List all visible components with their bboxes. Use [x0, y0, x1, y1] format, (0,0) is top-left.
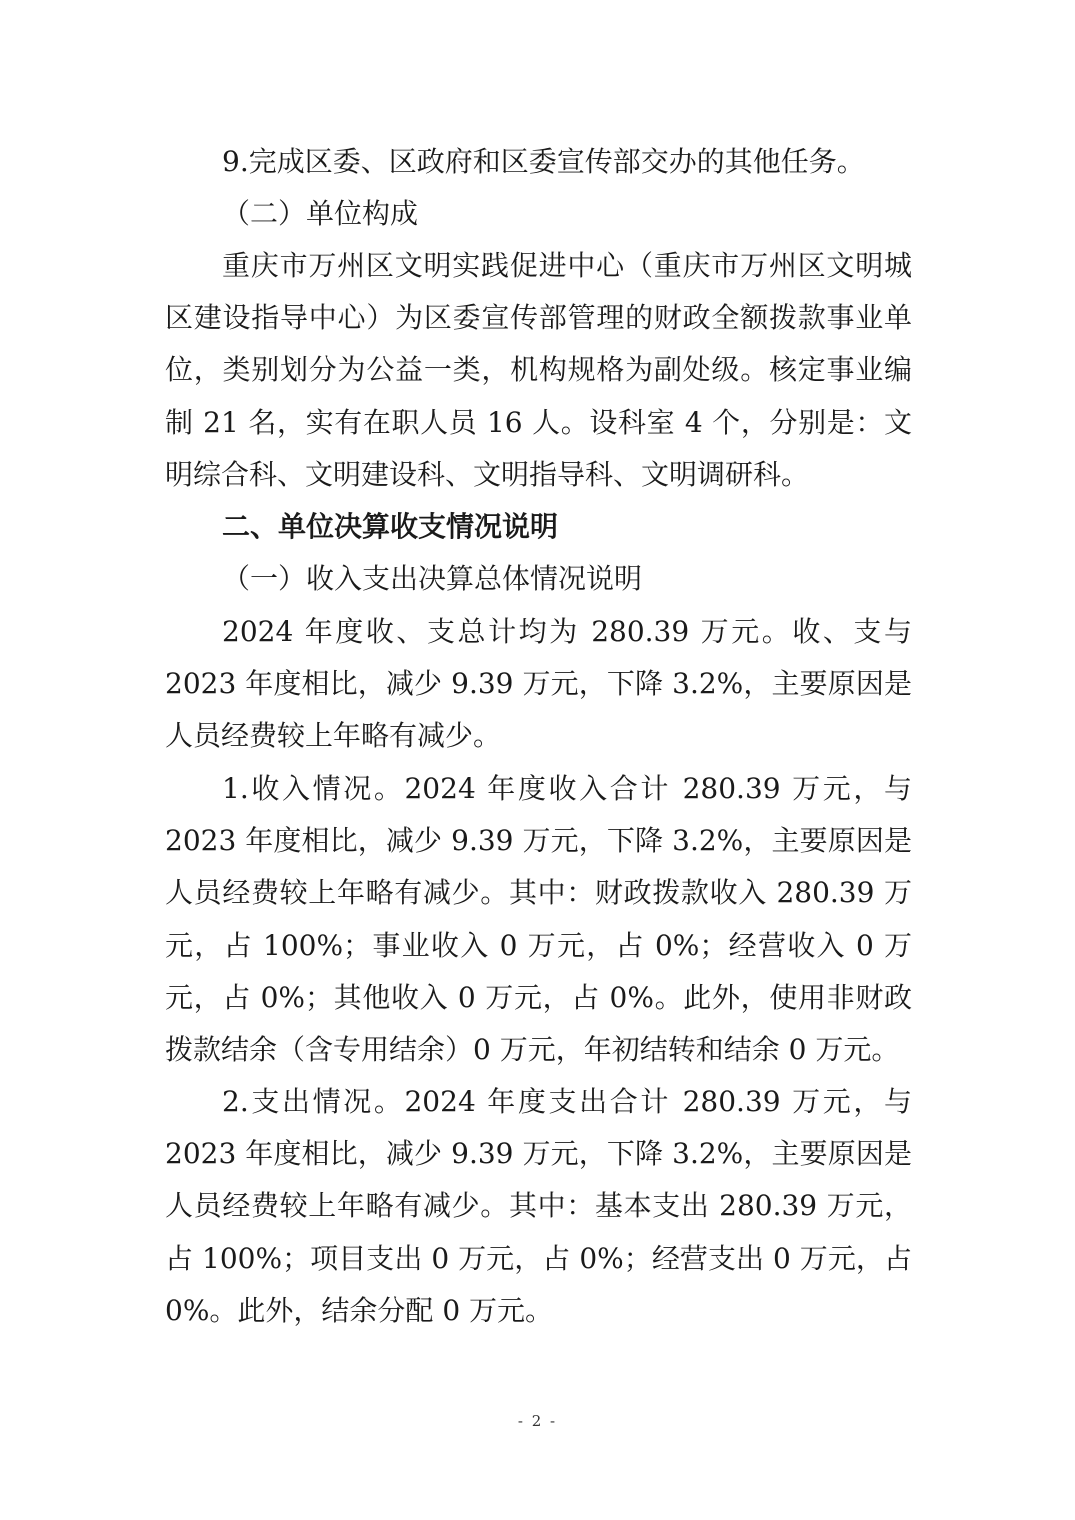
paragraph-task-9: 9.完成区委、区政府和区委宣传部交办的其他任务。	[222, 145, 865, 178]
section-heading-budget-explanation: 二、单位决算收支情况说明	[222, 510, 559, 543]
paragraph-overall-totals: 2024 年度收、支总计均为 280.39 万元。收、支与 2023 年度相比，减少 9.39 万元，下降 3.2%，主要原因是人员经费较上年略有减少。	[165, 615, 912, 753]
paragraph-expenditure: 2.支出情况。2024 年度支出合计 280.39 万元，与 2023 年度相比，减少 9.39 万元，下降 3.2%，主要原因是人员经费较上年略有减少。其中：基本支出 280.39 万元，占 100%；项目支出 0 万元，占 0%；经营支出 0 万元，占 0%。此外，结余分配 0 万元。	[165, 1085, 912, 1327]
section-heading-overall-income-expenditure: （一）收入支出决算总体情况说明	[222, 562, 643, 595]
paragraph-income: 1.收入情况。2024 年度收入合计 280.39 万元，与 2023 年度相比，减少 9.39 万元，下降 3.2%，主要原因是人员经费较上年略有减少。其中：财政拨款收入 280.39 万元，占 100%；事业收入 0 万元，占 0%；经营收入 0 万元，占 0%；其他收入 0 万元，占 0%。此外，使用非财政拨款结余（含专用结余）0 万元，年初结转和结余 0 万元。	[165, 772, 912, 1067]
section-heading-unit-composition: （二）单位构成	[222, 197, 419, 230]
paragraph-unit-composition: 重庆市万州区文明实践促进中心（重庆市万州区文明城区建设指导中心）为区委宣传部管理的财政全额拨款事业单位，类别划分为公益一类，机构规格为副处级。核定事业编制 21 名，实有在职人员 16 人。设科室 4 个，分别是：文明综合科、文明建设科、文明指导科、文明调研科。	[165, 249, 912, 491]
page-number: - 2 -	[517, 1412, 558, 1430]
